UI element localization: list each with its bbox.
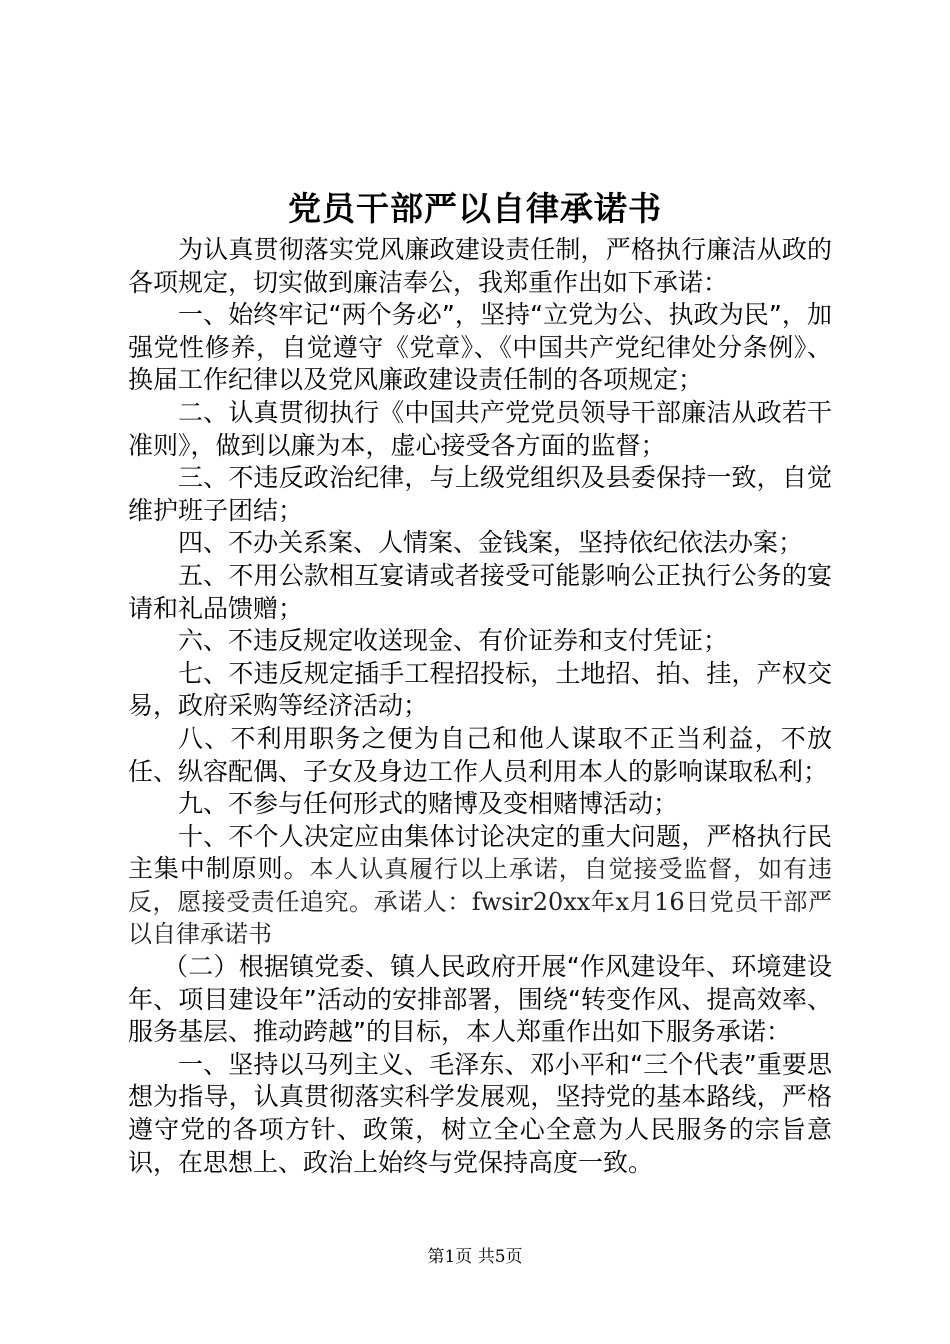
- paragraph-item-1: 一、始终牢记“两个务必”，坚持“立党为公、执政为民”，加强党性修养，自觉遵守《党章》、《中国共产党纪律处分条例》、换届工作纪律以及党风廉政建设责任制的各项规定；: [128, 300, 832, 395]
- paragraph-item-3: 三、不违反政治纪律，与上级党组织及县委保持一致，自觉维护班子团结；: [128, 463, 832, 525]
- paragraph-item-4: 四、不办关系案、人情案、金钱案，坚持依纪依法办案；: [178, 528, 804, 558]
- paragraph-item-9: 九、不参与任何形式的赌博及变相赌博活动；: [178, 789, 679, 819]
- document-title: 党员干部严以自律承诺书: [288, 189, 662, 228]
- paragraph-section-2-intro: （二）根据镇党委、镇人民政府开展“作风建设年、环境建设年、项目建设年”活动的安排部署，围绕“转变作风、提高效率、服务基层、推动跨越”的目标，本人郑重作出如下服务承诺：: [128, 952, 832, 1047]
- paragraph-item-10-main: 十、不个人决定应由集体讨论决定的重大问题，严格执行民主集中制原则。: [128, 821, 832, 884]
- paragraph-item-10-tail: 本人认真履行以上承诺，自觉接受监督，如有违反，愿接受责任追究。承诺人：fwsir20xx年x月16日党员干部严以自律承诺书: [128, 855, 832, 949]
- document-body: [128, 234, 832, 1179]
- paragraph-item-2: 二、认真贯彻执行《中国共产党党员领导干部廉洁从政若干准则》，做到以廉为本，虚心接受各方面的监督；: [128, 397, 832, 460]
- paragraph-item-10: [128, 821, 832, 951]
- paragraph-intro: 为认真贯彻落实党风廉政建设责任制，严格执行廉洁从政的各项规定，切实做到廉洁奉公，我郑重作出如下承诺：: [128, 235, 832, 297]
- paragraph-item-7: 七、不违反规定插手工程招投标，土地招、拍、挂，产权交易，政府采购等经济活动；: [128, 658, 832, 721]
- page-footer: 第1页 共5页: [427, 1247, 523, 1267]
- paragraph-section-2-item-1: 一、坚持以马列主义、毛泽东、邓小平和“三个代表”重要思想为指导，认真贯彻落实科学发展观，坚持党的基本路线，严格遵守党的各项方针、政策，树立全心全意为人民服务的宗旨意识，在思想上、政治上始终与党保持高度一致。: [128, 1049, 832, 1177]
- paragraph-item-8: 八、不利用职务之便为自己和他人谋取不正当利益，不放任、纵容配偶、子女及身边工作人员利用本人的影响谋取私利；: [128, 723, 832, 786]
- paragraph-item-5: 五、不用公款相互宴请或者接受可能影响公正执行公务的宴请和礼品馈赠；: [128, 560, 832, 623]
- paragraph-item-6: 六、不违反规定收送现金、有价证券和支付凭证；: [178, 626, 729, 656]
